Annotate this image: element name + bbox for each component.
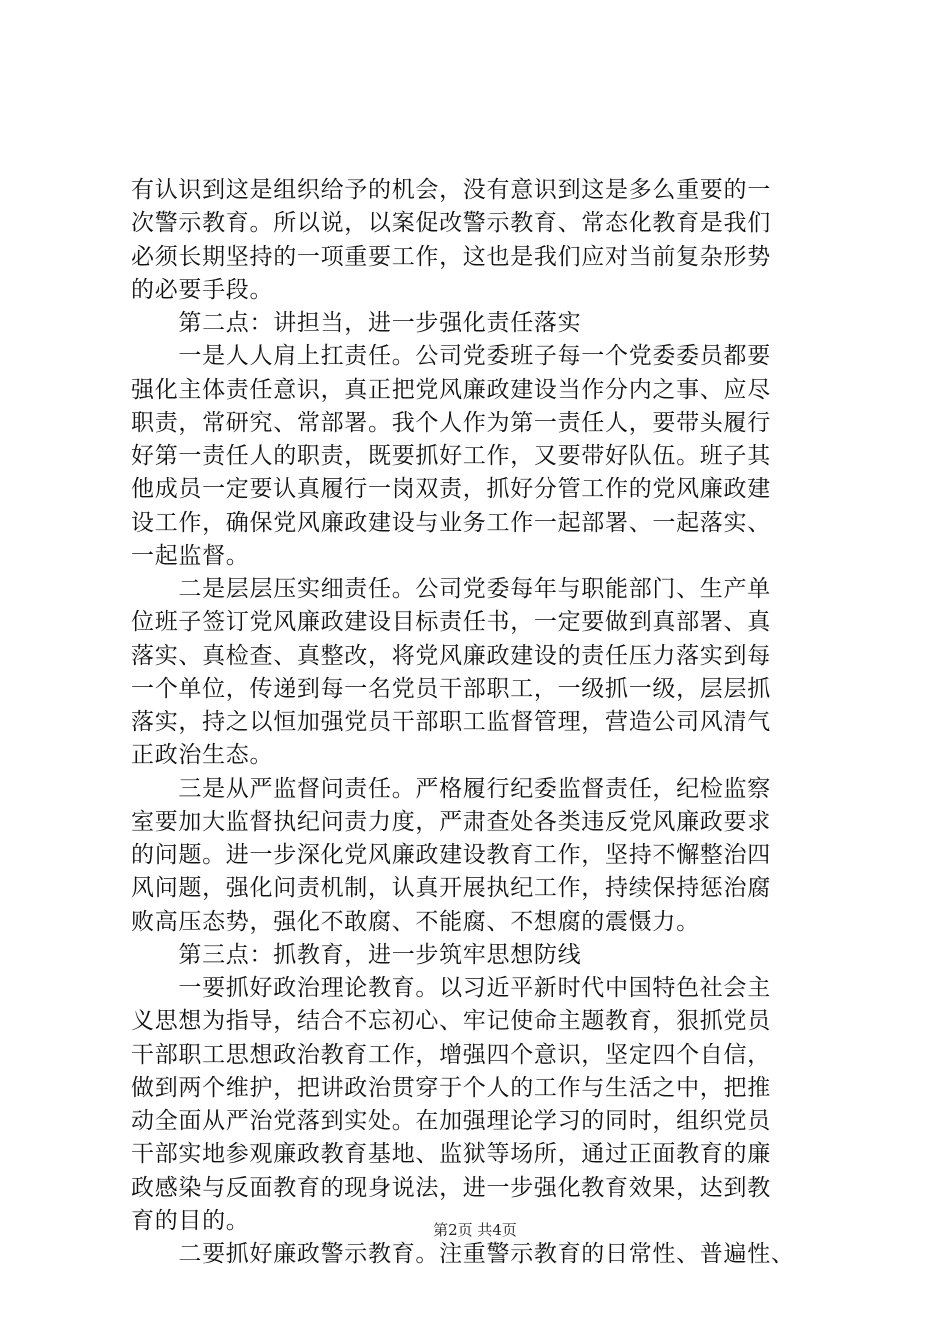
text-line: 落实，持之以恒加强党员干部职工监督管理，营造公司风清气 <box>131 709 771 735</box>
text-line: 职责，常研究、常部署。我个人作为第一责任人，要带头履行 <box>131 409 771 436</box>
text-line: 二是层层压实细责任。公司党委每年与职能部门、生产单 <box>131 576 771 602</box>
text-line: 的问题。进一步深化党风廉政建设教育工作，坚持不懈整治四 <box>131 842 771 868</box>
text-line: 正政治生态。 <box>131 742 274 769</box>
text-line: 落实、真检查、真整改，将党风廉政建设的责任压力落实到每 <box>131 642 771 669</box>
text-line: 一起监督。 <box>131 542 250 569</box>
text-line: 次警示教育。所以说，以案促改警示教育、常态化教育是我们 <box>131 210 771 237</box>
text-line: 义思想为指导，结合不忘初心、牢记使命主题教育，狠抓党员 <box>131 1008 771 1035</box>
text-line: 好第一责任人的职责，既要抓好工作，又要带好队伍。班子其 <box>131 443 771 469</box>
text-line: 政感染与反面教育的现身说法，进一步强化教育效果，达到教 <box>131 1174 771 1201</box>
text-line: 干部实地参观廉政教育基地、监狱等场所，通过正面教育的廉 <box>131 1141 771 1168</box>
text-line: 有认识到这是组织给予的机会，没有意识到这是多么重要的一 <box>131 177 771 203</box>
text-line: 一个单位，传递到每一名党员干部职工，一级抓一级，层层抓 <box>131 675 771 702</box>
text-line: 二要抓好廉政警示教育。注重警示教育的日常性、普遍性、 <box>131 1241 795 1267</box>
text-line: 位班子签订党风廉政建设目标责任书，一定要做到真部署、真 <box>131 609 771 636</box>
text-line: 一要抓好政治理论教育。以习近平新时代中国特色社会主 <box>131 975 771 1001</box>
text-line: 室要加大监督执纪问责力度，严肃查处各类违反党风廉政要求 <box>131 808 771 835</box>
text-line: 干部职工思想政治教育工作，增强四个意识，坚定四个自信， <box>131 1041 771 1068</box>
text-line: 必须长期坚持的一项重要工作，这也是我们应对当前复杂形势 <box>131 243 771 270</box>
text-line: 一是人人肩上扛责任。公司党委班子每一个党委委员都要 <box>131 343 771 370</box>
text-line: 动全面从严治党落到实处。在加强理论学习的同时，组织党员 <box>131 1108 771 1134</box>
text-line: 他成员一定要认真履行一岗双责，抓好分管工作的党风廉政建 <box>131 476 771 503</box>
text-line: 三是从严监督问责任。严格履行纪委监督责任，纪检监察 <box>131 775 771 802</box>
text-line: 风问题，强化问责机制，认真开展执纪工作，持续保持惩治腐 <box>131 875 771 902</box>
text-line: 强化主体责任意识，真正把党风廉政建设当作分内之事、应尽 <box>131 376 771 403</box>
section-heading: 第三点：抓教育，进一步筑牢思想防线 <box>131 941 582 968</box>
page-footer: 第2页 共4页 <box>433 1221 517 1239</box>
text-line: 做到两个维护，把讲政治贯穿于个人的工作与生活之中，把推 <box>131 1074 771 1101</box>
body-text <box>131 174 841 1271</box>
section-heading: 第二点：讲担当，进一步强化责任落实 <box>131 310 582 336</box>
text-line: 育的目的。 <box>131 1207 250 1234</box>
text-line: 的必要手段。 <box>131 276 274 303</box>
text-line: 设工作，确保党风廉政建设与业务工作一起部署、一起落实、 <box>131 509 771 536</box>
text-line: 败高压态势，强化不敢腐、不能腐、不想腐的震慑力。 <box>131 908 700 935</box>
